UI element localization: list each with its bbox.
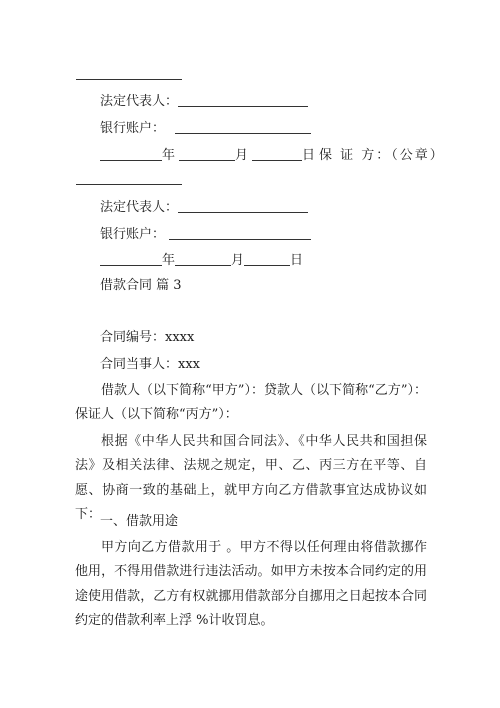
usage-paragraph: 甲方向乙方借款用于 。甲方不得以任何理由将借款挪作他用，不得用借款进行违法活动。如甲方未按本合同约定的用途使用借款，乙方有权就挪用借款部分自挪用之日起按本合同约定的借款利率上浮 %计收罚息。 (75, 540, 427, 628)
legal-rep-label-2: 法定代表人： (100, 200, 179, 215)
year-label-2: 年 (162, 253, 176, 268)
section-title: 借款合同 篇 3 (100, 278, 182, 293)
month-blank-2[interactable] (175, 252, 231, 266)
legal-rep-label: 法定代表人： (100, 94, 179, 109)
day-label: 日 (302, 148, 316, 163)
year-blank[interactable] (100, 147, 162, 161)
day-blank[interactable] (252, 147, 302, 161)
bank-account-label: 银行账户： (100, 121, 166, 136)
date-line-2 (100, 252, 303, 269)
legal-basis-paragraph: 根据《中华人民共和国合同法》、《中华人民共和国担保法》及相关法律、法规之规定，甲、乙、丙三方在平等、自愿、协商一致的基础上，就甲方向乙方借款事宜达成协议如下： (75, 434, 427, 522)
year-blank-2[interactable] (100, 252, 162, 266)
legal-rep-blank[interactable] (178, 93, 308, 107)
bank-account-blank[interactable] (175, 120, 311, 134)
signature-rule-middle (76, 184, 182, 185)
clause-1-heading: 一、借款用途 (100, 514, 179, 529)
legal-rep-line-1 (100, 93, 308, 110)
day-blank-2[interactable] (244, 252, 290, 266)
signature-rule-top (76, 79, 182, 80)
year-label: 年 (162, 148, 176, 163)
day-label-2: 日 (290, 253, 304, 268)
parties-paragraph: 借款人（以下简称“甲方”）：贷款人（以下简称“乙方”）：保证人（以下简称“丙方”）： (75, 383, 427, 423)
legal-rep-line-2 (100, 199, 308, 216)
contract-number: 合同编号：xxxx (100, 330, 195, 345)
month-label-2: 月 (231, 253, 245, 268)
month-label: 月 (235, 148, 249, 163)
legal-rep-blank-2[interactable] (178, 199, 308, 213)
bank-account-line-1 (100, 120, 311, 137)
date-line-1 (100, 147, 445, 164)
contract-parties: 合同当事人：xxx (100, 357, 200, 372)
guarantor-label: 保 证 方：（公章） (319, 148, 445, 163)
bank-account-line-2 (100, 226, 311, 243)
month-blank[interactable] (179, 147, 235, 161)
bank-account-blank-2[interactable] (169, 226, 311, 240)
bank-account-label-2: 银行账户： (100, 227, 166, 242)
